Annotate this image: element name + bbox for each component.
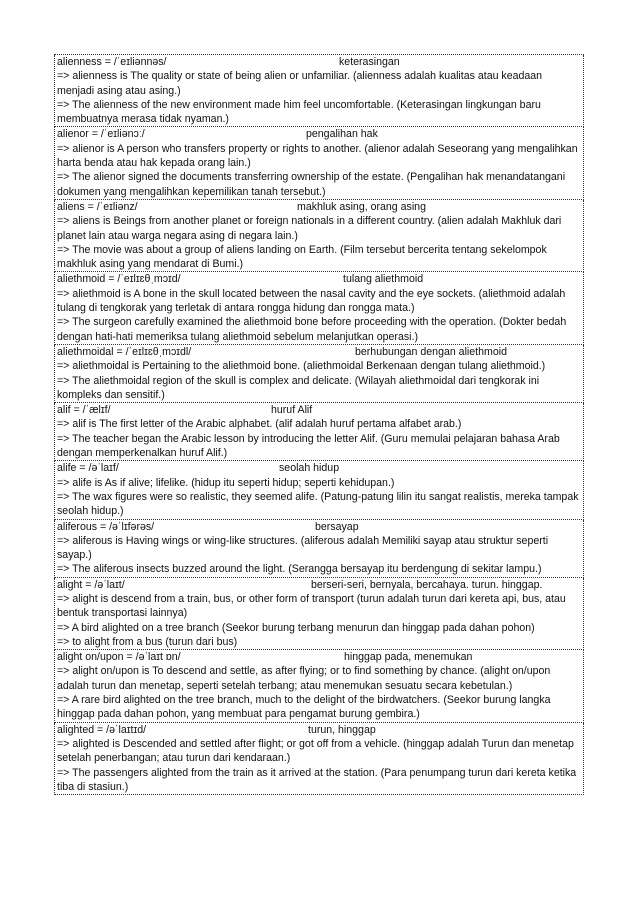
definition-line: => alight is descend from a train, bus, or other form of transport (turun adalah turun dari kereta api, bus, atau bentuk transportasi lainnya): [57, 592, 566, 620]
dictionary-entry: [54, 723, 584, 795]
example-line: => The teacher began the Arabic lesson by introducing the letter Alif. (Guru memulai pelajaran bahasa Arab dengan memperkenalkan huruf Alif.): [57, 432, 560, 460]
definition-line: => aliens is Beings from another planet or foreign nationals in a different country. (alien adalah Makhluk dari planet lain atau warga negara asing di negara lain.): [57, 215, 562, 242]
example-line: => The alienor signed the documents transferring ownership of the estate. (Pengalihan hak menandatangani dokumen yang mengalihkan kepemilikan tanah tersebut.): [57, 171, 566, 198]
example-line: => The aliferous insects buzzed around the light. (Serangga bersayap itu berdengung di sekitar lampu.): [57, 563, 542, 576]
translation: keterasingan: [339, 56, 400, 68]
entry-header: [57, 723, 582, 737]
entry-header: [57, 650, 582, 664]
translation: seolah hidup: [279, 462, 340, 475]
entry-header: [57, 345, 582, 359]
headword-pronunciation: alight on/upon = /əˈlaɪt ɒn/: [57, 651, 181, 664]
dictionary-entry: [54, 578, 584, 650]
dictionary-entry: [54, 650, 584, 722]
definition-line: => aliferous is Having wings or wing-like structures. (aliferous adalah Memiliki sayap atau struktur seperti sayap.): [57, 534, 549, 562]
entry-header: [57, 578, 582, 592]
definition-line: => aliethmoidal is Pertaining to the aliethmoid bone. (aliethmoidal Berkenaan dengan tulang aliethmoid.): [57, 360, 546, 373]
entry-header: [57, 55, 582, 69]
example-line: => A bird alighted on a tree branch (Seekor burung terbang menurun dan hinggap pada dahan pohon): [57, 621, 535, 634]
dictionary-entry: [54, 272, 584, 344]
dictionary-entry: [54, 55, 584, 127]
headword-pronunciation: aliethmoid = /ˈeɪlɪɛθˌmɔɪd/: [57, 273, 181, 286]
translation: berseri-seri, bernyala, bercahaya. turun. hinggap.: [311, 578, 543, 591]
dictionary-entry: [54, 127, 584, 199]
example-line: => The alienness of the new environment made him feel uncomfortable. (Keterasingan lingkungan baru membuatnya merasa tidak nyaman.): [57, 98, 541, 126]
headword-pronunciation: alif = /ˈælɪf/: [57, 404, 111, 417]
definition-line: => alighted is Descended and settled after flight; or got off from a vehicle. (hinggap adalah Turun dan menetap setelah penerbangan; atau turun dari kendaraan.): [57, 737, 574, 765]
translation: bersayap: [315, 520, 359, 533]
headword-pronunciation: alight = /əˈlaɪt/: [57, 578, 125, 591]
dictionary-document: [54, 54, 584, 795]
definition-line: => alif is The first letter of the Arabic alphabet. (alif adalah huruf pertama alfabet arab.): [57, 418, 462, 431]
headword-pronunciation: aliethmoidal = /ˈeɪlɪɛθˌmɔɪdl/: [57, 345, 192, 358]
definition-line: => alife is As if alive; lifelike. (hidup itu seperti hidup; seperti kehidupan.): [57, 476, 395, 489]
entry-header: [57, 461, 582, 475]
entry-header: [57, 403, 582, 417]
example-line: => A rare bird alighted on the tree branch, much to the delight of the birdwatchers. (Seekor burung langka hinggap pada dahan pohon, yang membuat para pengamat burung gembira.): [57, 694, 551, 721]
entry-header: [57, 520, 582, 534]
example-line: => The movie was about a group of aliens landing on Earth. (Film tersebut bercerita tentang sekelompok makhluk asing yang mendarat di Bumi.): [57, 243, 547, 271]
translation: huruf Alif: [271, 404, 313, 417]
translation: turun, hinggap: [308, 723, 376, 736]
headword-pronunciation: alife = /əˈlaɪf/: [57, 462, 119, 475]
headword-pronunciation: aliens = /ˈeɪliənz/: [57, 200, 138, 213]
translation: tulang aliethmoid: [343, 273, 424, 286]
example-line: => The surgeon carefully examined the aliethmoid bone before proceeding with the operation. (Dokter bedah dengan hati-hati memeriksa tulang aliethmoid sebelum melanjutkan operasi.): [57, 316, 567, 343]
entry-header: [57, 272, 582, 286]
headword-pronunciation: alienor = /ˈeɪliənɔː/: [57, 128, 145, 141]
example-line: => The aliethmoidal region of the skull is complex and delicate. (Wilayah aliethmoidal dari tengkorak ini kompleks dan sensitif.): [57, 374, 540, 401]
headword-pronunciation: alienness = /ˈeɪliənnəs/: [57, 56, 167, 68]
translation: pengalihan hak: [306, 128, 378, 141]
translation: makhluk asing, orang asing: [297, 200, 426, 213]
translation: berhubungan dengan aliethmoid: [355, 345, 507, 358]
entry-header: [57, 200, 582, 214]
entry-header: [57, 127, 582, 141]
headword-pronunciation: aliferous = /əˈlɪfərəs/: [57, 520, 155, 533]
definition-line: => aliethmoid is A bone in the skull located between the nasal cavity and the eye sockets. (aliethmoid adalah tulang di tengkorak yang terletak di antara rongga hidung dan rongga mata.): [57, 287, 566, 315]
definition-line: => alienor is A person who transfers property or rights to another. (alienor adalah Seseorang yang mengalihkan harta benda atau hak kepada orang lain.): [57, 142, 578, 170]
dictionary-entry: [54, 461, 584, 519]
definition-line: => alight on/upon is To descend and settle, as after flying; or to find something by chance. (alight on/upon adalah turun dan menetap, seperti setelah terbang; atau menemukan sesuatu secara kebetulan.): [57, 665, 551, 692]
dictionary-entry: [54, 403, 584, 461]
example-line: => to alight from a bus (turun dari bus): [57, 635, 238, 648]
headword-pronunciation: alighted = /əˈlaɪtɪd/: [57, 723, 147, 736]
dictionary-entry: [54, 520, 584, 578]
dictionary-entry: [54, 345, 584, 403]
example-line: => The passengers alighted from the train as it arrived at the station. (Para penumpang turun dari kereta ketika tiba di stasiun.): [57, 766, 577, 793]
example-line: => The wax figures were so realistic, they seemed alife. (Patung-patung lilin itu sangat realistis, mereka tampak seolah hidup.): [57, 490, 579, 518]
dictionary-entry: [54, 200, 584, 272]
definition-line: => alienness is The quality or state of being alien or unfamiliar. (alienness adalah kualitas atau keadaan menjadi asing atau asing.): [57, 70, 543, 97]
translation: hinggap pada, menemukan: [344, 651, 473, 664]
